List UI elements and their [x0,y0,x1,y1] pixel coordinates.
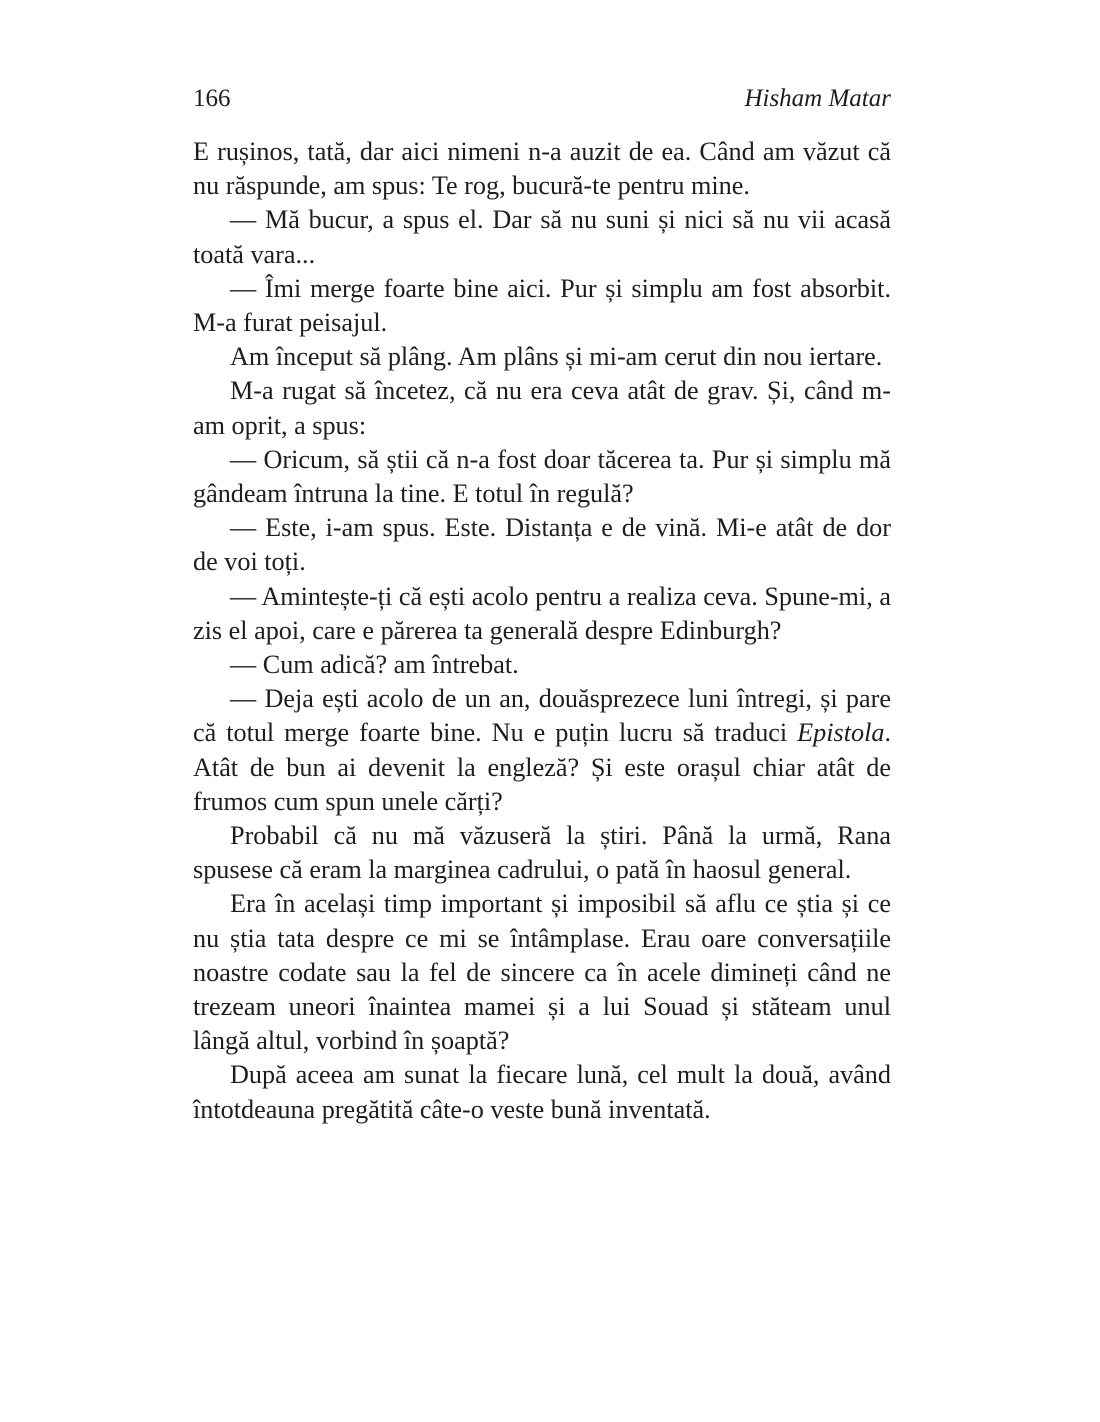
paragraph: Probabil că nu mă văzuseră la știri. Până la urmă, Rana spusese că eram la marginea cadrului, o pată în haosul general. [193,821,891,885]
book-title: Epistola [797,718,885,748]
paragraph: — Îmi merge foarte bine aici. Pur și simplu am fost absorbit. M-a furat peisajul. [193,273,891,338]
paragraph: — Oricum, să știi că n-a fost doar tăcerea ta. Pur și simplu mă gândeam întruna la tine. E totul în regulă? [193,444,891,509]
paragraph: — Cum adică? am întrebat. [230,650,519,680]
paragraph: M-a rugat să încetez, că nu era ceva atât de grav. Și, când m-am oprit, a spus: [193,376,891,440]
paragraph: — Amintește-ți că ești acolo pentru a realiza ceva. Spune-mi, a zis el apoi, care e părerea ta generală despre Edinburgh? [193,581,891,645]
page-number: 166 [193,85,231,112]
paragraph: Am început să plâng. Am plâns și mi-am cerut din nou iertare. [230,342,883,372]
paragraph-text: — Deja ești acolo de un an, douăsprezece luni întregi, și pare că totul merge foarte bine. Nu e puțin lucru să traduci [193,684,891,748]
paragraph: E rușinos, tată, dar aici nimeni n-a auzit de ea. Când am văzut că nu răspunde, am spus: Te rog, bucură-te pentru mine. [193,137,891,201]
paragraph [193,682,891,819]
page-header [193,82,891,116]
paragraph-text: . Atât de bun ai devenit la engleză? Și este orașul chiar atât de frumos cum spun unele cărți? [193,718,891,816]
running-head-author: Hisham Matar [744,85,891,112]
paragraph: Era în același timp important și imposibil să aflu ce știa și ce nu știa tata despre ce mi se întâmplase. Erau oare conversațiile noastre codate sau la fel de sincere ca în acele dimineți când ne trezeam uneori înaintea mamei și a lui Souad și stăteam unul lângă altul, vorbind în șoaptă? [193,889,891,1056]
paragraph: După aceea am sunat la fiecare lună, cel mult la două, având întotdeauna pregătită câte-o veste bună inventată. [193,1060,891,1124]
paragraph: — Mă bucur, a spus el. Dar să nu suni și nici să nu vii acasă toată vara... [193,205,891,269]
paragraph: — Este, i-am spus. Este. Distanța e de vină. Mi-e atât de dor de voi toți. [193,513,891,577]
body-text [193,135,891,1127]
